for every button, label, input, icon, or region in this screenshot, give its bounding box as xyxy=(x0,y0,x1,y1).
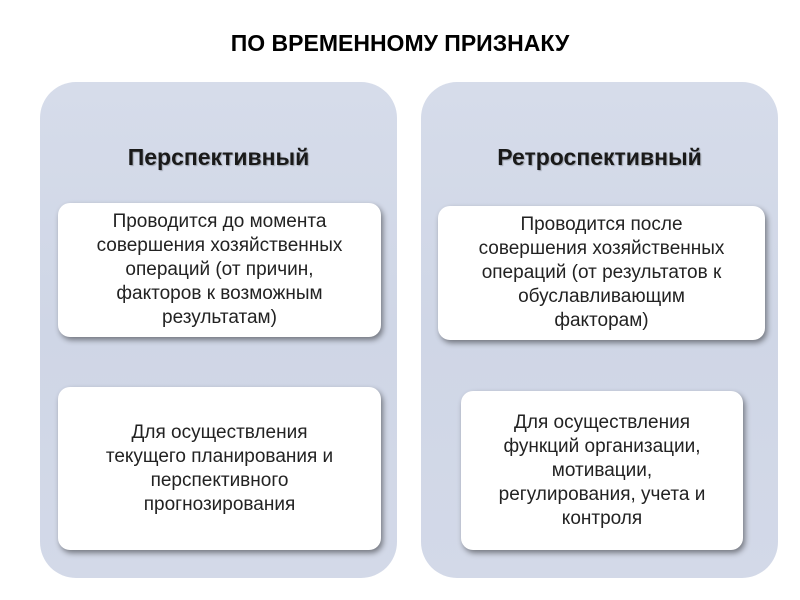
card-retrospective-purpose xyxy=(461,391,743,550)
card-line: перспективного xyxy=(150,469,289,491)
card-retrospective-definition xyxy=(438,206,765,340)
diagram-title: ПО ВРЕМЕННОМУ ПРИЗНАКУ xyxy=(230,30,570,56)
card-perspective-definition xyxy=(58,203,381,337)
card-perspective-purpose xyxy=(58,387,381,550)
panel-perspective xyxy=(40,82,397,578)
card-line: Проводится до момента xyxy=(112,211,327,232)
card-line: регулирования, учета и xyxy=(498,483,706,505)
card-line: операций (от результатов к xyxy=(481,262,722,283)
card-line: контроля xyxy=(561,507,643,529)
card-line: прогнозирования xyxy=(143,493,296,515)
card-line: функций организации, xyxy=(503,435,701,457)
card-line: текущего планирования и xyxy=(105,445,334,467)
panel-heading-retrospective: Ретроспективный xyxy=(497,144,702,170)
card-line: совершения хозяйственных xyxy=(96,235,343,256)
card-line: факторам) xyxy=(554,310,649,331)
card-line: мотивации, xyxy=(551,459,653,481)
card-line: Проводится после xyxy=(520,214,683,235)
panel-retrospective xyxy=(421,82,778,578)
card-line: операций (от причин, xyxy=(125,259,314,280)
card-line: результатам) xyxy=(162,307,277,328)
card-line: Для осуществления xyxy=(514,411,690,433)
card-line: совершения хозяйственных xyxy=(478,238,725,259)
card-line: Для осуществления xyxy=(131,421,308,443)
card-line: обуславливающим xyxy=(518,286,685,307)
panel-heading-perspective: Перспективный xyxy=(127,144,310,170)
card-line: факторов к возможным xyxy=(116,283,323,304)
